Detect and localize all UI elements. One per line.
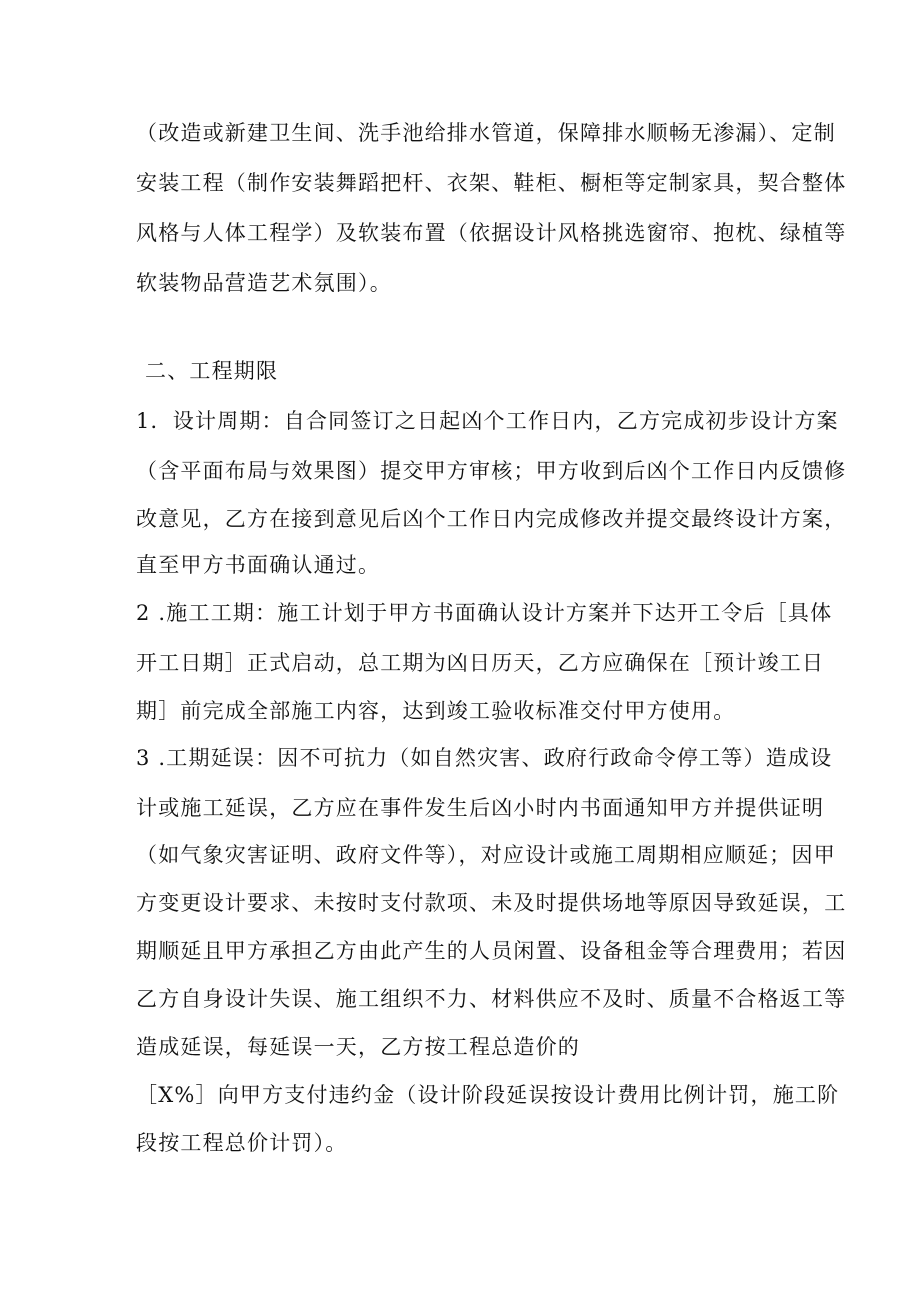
- paragraph-line: 软装物品营造艺术氛围）。: [136, 271, 392, 295]
- clause-line: 方变更设计要求、未按时支付款项、未及时提供场地等原因导致延误，工: [136, 891, 847, 915]
- clause-line: 造成延误，每延误一天，乙方按工程总造价的: [136, 1035, 580, 1059]
- clause-line: 期顺延且甲方承担乙方由此产生的人员闲置、设备租金等合理费用；若因: [136, 939, 847, 963]
- section-heading: 二、工程期限: [145, 359, 279, 383]
- clause-line: 改意见，乙方在接到意见后凶个工作日内完成修改并提交最终设计方案，: [136, 507, 847, 531]
- clause-line: 计或施工延误，乙方应在事件发生后凶小时内书面通知甲方并提供证明: [136, 796, 825, 820]
- clause-line: 1．设计周期：自合同签订之日起凶个工作日内，乙方完成初步设计方案: [136, 409, 839, 433]
- paragraph-line: 安装工程（制作安装舞蹈把杆、衣架、鞋柜、橱柜等定制家具，契合整体: [136, 171, 847, 195]
- paragraph-line: 风格与人体工程学）及软装布置（依据设计风格挑选窗帘、抱枕、绿植等: [136, 221, 847, 245]
- clause-line: （含平面布局与效果图）提交甲方审核；甲方收到后凶个工作日内反馈修: [136, 459, 847, 483]
- clause-line: 2 .施工工期：施工计划于甲方书面确认设计方案并下达开工令后［具体: [136, 601, 833, 625]
- clause-line: 乙方自身设计失误、施工组织不力、材料供应不及时、质量不合格返工等: [136, 987, 847, 1011]
- clause-line: 3 .工期延误：因不可抗力（如自然灾害、政府行政命令停工等）造成设: [136, 746, 833, 770]
- clause-line: ［X%］向甲方支付违约金（设计阶段延误按设计费用比例计罚，施工阶: [136, 1083, 840, 1107]
- clause-line: （如气象灾害证明、政府文件等），对应设计或施工周期相应顺延；因甲: [136, 843, 836, 867]
- clause-line: 直至甲方书面确认通过。: [136, 553, 381, 577]
- clause-line: 段按工程总价计罚）。: [136, 1131, 348, 1155]
- clause-line: 开工日期］正式启动，总工期为凶日历天，乙方应确保在［预计竣工日: [136, 651, 825, 675]
- clause-line: 期］前完成全部施工内容，达到竣工验收标准交付甲方使用。: [136, 699, 736, 723]
- paragraph-line: （改造或新建卫生间、洗手池给排水管道，保障排水顺畅无渗漏）、定制: [136, 121, 836, 145]
